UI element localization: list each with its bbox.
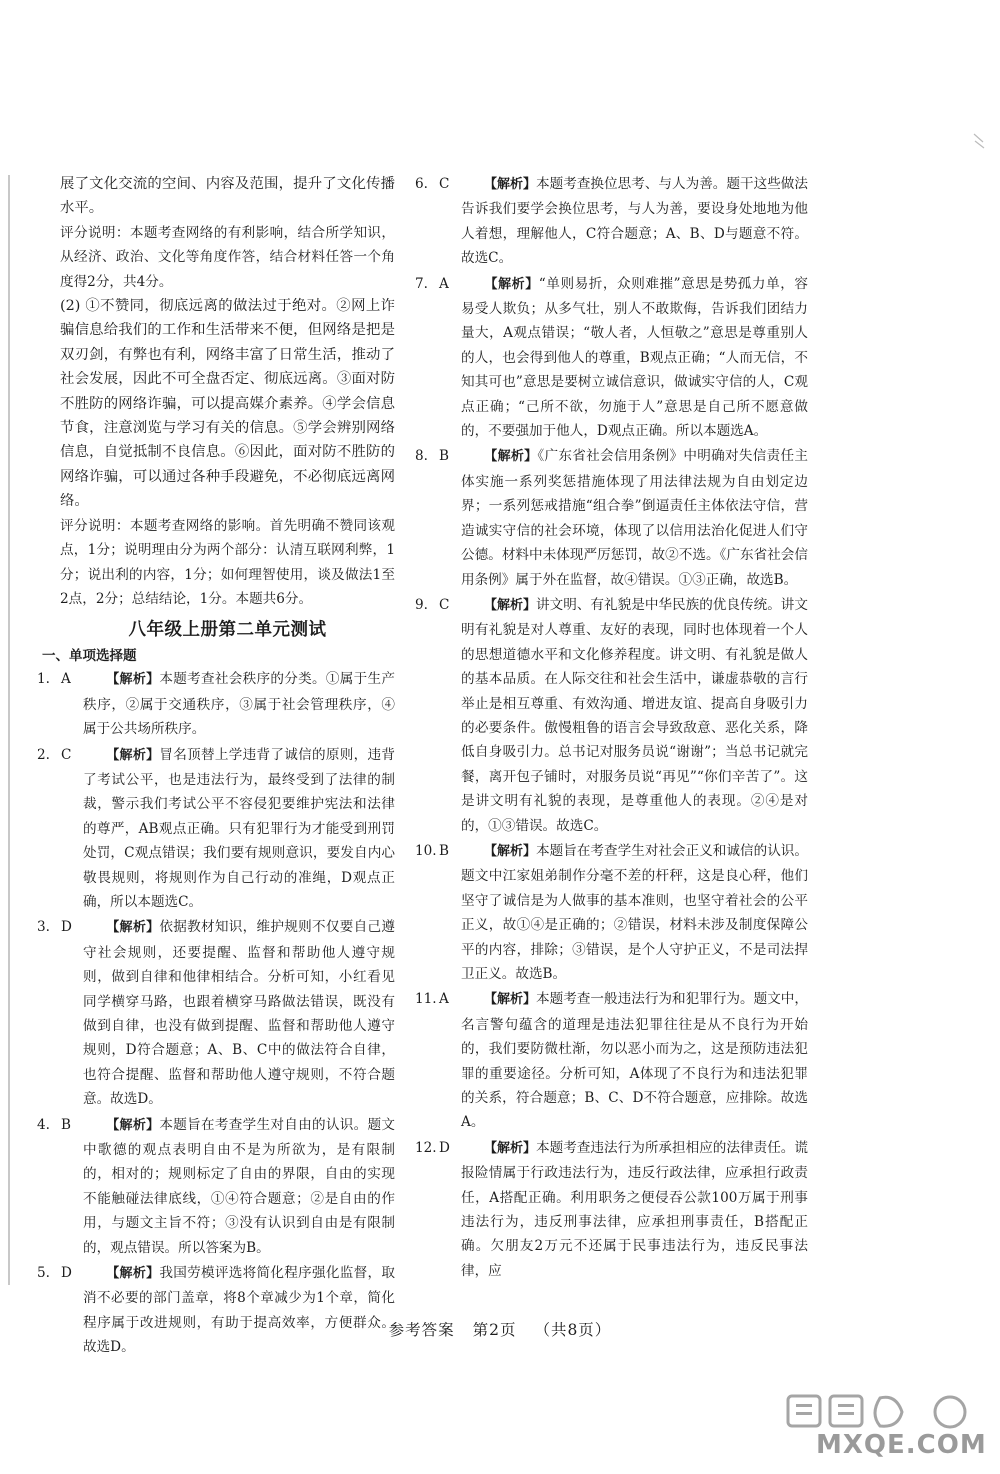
question-number: 11. [415, 991, 437, 1008]
page-number: 第2页 [472, 1321, 517, 1339]
analysis-tag: 【解析】 [484, 597, 537, 613]
question-item [415, 172, 808, 271]
question-item [415, 1136, 808, 1283]
answer-letter: B [439, 842, 449, 859]
analysis-text: 本题考查换位思考、与人为善。题干这些做法告诉我们要学会换位思考，与人为善，要设身处地地为他人着想，理解他人，C符合题意；A、B、D与题意不符。故选C。 [461, 176, 808, 267]
page-binding-edge [8, 175, 10, 1285]
analysis-text: 本题旨在考查学生对自由的认识。题文中歌德的观点表明自由不是为所欲为，是有限制的，相对的；规则标定了自由的界限，自由的实现不能触碰法律底线，①④符合题意；②是自由的作用，与题文主旨不符；③没有认识到自由是有限制的，观点错误。所以答案为B。 [83, 1116, 395, 1256]
question-item [37, 915, 395, 1111]
analysis-tag: 【解析】 [484, 276, 539, 292]
analysis-tag: 【解析】 [484, 1140, 537, 1156]
analysis-text: 我国劳模评选将简化程序强化监督，取消不必要的部门盖章，将8个章减少为1个章，简化程序属于改进规则，有助于提高效率，方便群众。故选D。 [83, 1265, 395, 1356]
analysis-text: “单则易折，众则难摧”意思是势孤力单，容易受人欺负；从多气壮，别人不敢欺侮，告诉我们团结力量大，A观点错误；“敬人者，人恒敬之”意思是尊重别人的人，也会得到他人的尊重，B观点正确；“人而无信，不知其可也”意思是要树立诚信意识，做诚实守信的人，C观点正确；“己所不欲，勿施于人”意思是自己所不愿意做的，不要强加于他人，D观点正确。所以本题选A。 [461, 275, 808, 440]
scoring-note: 评分说明：本题考查网络的有利影响，结合所学知识，从经济、政治、文化等角度作答，结合材料任答一个角度得2分，共4分。 [60, 224, 395, 290]
scoring-note: 评分说明：本题考查网络的影响。首先明确不赞同该观点，1分；说明理由分为两个部分：认清互联网利弊，1分；说出利的内容，1分；如何理智使用，谈及做法1至2点，2分；总结结论，1分。本题共6分。 [60, 517, 395, 607]
question-number: 3. [37, 919, 50, 936]
site-watermark [770, 1392, 990, 1470]
analysis-tag: 【解析】 [484, 992, 537, 1008]
answer-letter: B [439, 448, 449, 465]
question-item [37, 667, 395, 741]
answer-letter: C [439, 176, 450, 192]
analysis-text: 《广东省社会信用条例》中明确对失信责任主体实施一系列奖惩措施体现了用法律法规为自由划定边界；一系列惩戒措施“组合拳”倒逼责任主体依法守信，营造诚实守信的社会环境，体现了以信用法治化促进人们守公德。材料中未体现严厉惩罚，故②不选。《广东省社会信用条例》属于外在监督，故④错误。①③正确，故选B。 [461, 448, 808, 588]
analysis-tag: 【解析】 [484, 843, 537, 859]
question-item [415, 839, 808, 986]
answer-letter: A [61, 671, 71, 688]
question-number: 1. [37, 671, 50, 688]
right-column [415, 172, 808, 1284]
analysis-tag: 【解析】 [484, 449, 538, 465]
analysis-text: 本题考查社会秩序的分类。①属于生产秩序，②属于交通秩序，③属于社会管理秩序，④属于公共场所秩序。 [83, 671, 395, 738]
answer-letter: A [439, 991, 449, 1008]
analysis-text: 依据教材知识，维护规则不仅要自己遵守社会规则，还要提醒、监督和帮助他人遵守规则，做到自律和他律相结合。分析可知，小红看见同学横穿马路，也跟着横穿马路做法错误，既没有做到自律，也没有做到提醒、监督和帮助他人遵守规则，D符合题意；A、B、C中的做法符合自律，也符合提醒、监督和帮助他人遵守规则，不符合题意。故选D。 [83, 919, 395, 1108]
analysis-text: 本题旨在考查学生对社会正义和诚信的认识。题文中江家姐弟制作分毫不差的杆秤，这是良心秤，他们坚守了诚信是为人做事的基本准则，也坚守着社会的公平正义，故①④是正确的；②错误，材料未涉及制度保障公平的内容，排除；③错误，是个人守护正义，不是司法捍卫正义。故选B。 [461, 842, 808, 982]
answer-letter: D [61, 1265, 72, 1282]
question-item [415, 987, 808, 1134]
question-item [415, 593, 808, 838]
footer-label: 参考答案 [388, 1321, 455, 1339]
question-number: 2. [37, 746, 50, 763]
analysis-tag: 【解析】 [106, 747, 160, 763]
question-number: 10. [415, 842, 437, 859]
question-number: 6. [415, 176, 428, 192]
question-number: 7. [415, 275, 428, 292]
analysis-text: 冒名顶替上学违背了诚信的原则，违背了考试公平，也是违法行为，最终受到了法律的制裁，警示我们考试公平不容侵犯要维护宪法和法律的尊严，AB观点正确。只有犯罪行为才能受到刑罚处罚，C观点错误；我们要有规则意识，要发自内心敬畏规则，将规则作为自己行动的准绳，D观点正确，所以本题选C。 [83, 746, 395, 910]
question-item [37, 1261, 395, 1360]
answer-continuation: 展了文化交流的空间、内容及范围，提升了文化传播水平。 [60, 176, 395, 217]
question-number: 12. [415, 1139, 437, 1156]
subsection-heading: 一、单项选择题 [42, 648, 137, 665]
analysis-text: 本题考查违法行为所承担相应的法律责任。谎报险情属于行政违法行为，违反行政法律，应承担行政责任，A搭配正确。利用职务之便侵吞公款100万属于刑事违法行为，违反刑事法律，应承担刑事责任，B搭配正确。欠朋友2万元不还属于民事违法行为，违反民事法律，应 [461, 1139, 808, 1279]
section-title: 八年级上册第二单元测试 [128, 620, 327, 641]
answer-letter: C [439, 596, 450, 613]
answer-letter: B [61, 1116, 71, 1133]
analysis-tag: 【解析】 [106, 920, 160, 936]
question-number: 4. [37, 1116, 50, 1133]
analysis-tag: 【解析】 [106, 672, 160, 688]
answer-letter: D [61, 919, 72, 936]
answer-part-2: (2) ①不赞同，彻底远离的做法过于绝对。②网上诈骗信息给我们的工作和生活带来不便，但网络是把是双刃剑，有弊也有利，网络丰富了日常生活，推动了社会发展，因此不可全盘否定、彻底远离。③面对防不胜防的网络诈骗，可以提高媒介素养。④学会信息节食，注意浏览与学习有关的信息。⑤学会辨别网络信息，自觉抵制不良信息。⑥因此，面对防不胜防的网络诈骗，可以通过各种手段避免，不必彻底远离网络。 [60, 298, 395, 510]
page-footer [0, 1318, 1000, 1340]
page-total: （共8页） [534, 1321, 612, 1339]
watermark-text: MXQE.COM [816, 1430, 987, 1460]
question-number: 5. [37, 1265, 50, 1282]
question-item [37, 1113, 395, 1260]
question-item [415, 444, 808, 591]
answer-letter: A [439, 275, 449, 292]
analysis-text: 本题考查一般违法行为和犯罪行为。题文中，名言警句蕴含的道理是违法犯罪往往是从不良行为开始的，我们要防微杜渐，勿以恶小而为之，这是预防违法犯罪的重要途径。分析可知，A体现了不良行为和违法犯罪的关系，符合题意；B、C、D不符合题意，应排除。故选A。 [461, 991, 808, 1131]
corner-mark [972, 132, 986, 154]
analysis-tag: 【解析】 [484, 177, 537, 192]
question-item [415, 272, 808, 444]
analysis-tag: 【解析】 [106, 1117, 160, 1133]
question-number: 9. [415, 596, 428, 613]
answer-letter: D [439, 1139, 450, 1156]
analysis-text: 讲文明、有礼貌是中华民族的优良传统。讲文明有礼貌是对人尊重、友好的表现，同时也体现着一个人的思想道德水平和文化修养程度。讲文明、有礼貌是做人的基本品质。在人际交往和社会生活中，谦虚恭敬的言行举止是相互尊重、有效沟通、增进友谊、提高自身吸引力的必要条件。傲慢粗鲁的语言会导致敌意、恶化关系，降低自身吸引力。总书记对服务员说“谢谢”；当总书记就完餐，离开包子铺时，对服务员说“再见”“你们辛苦了”。这是讲文明有礼貌的表现，是尊重他人的表现。②④是对的，①③错误。故选C。 [461, 596, 808, 834]
question-item [37, 743, 395, 915]
answer-letter: C [61, 746, 72, 763]
left-column [37, 172, 395, 1361]
analysis-tag: 【解析】 [106, 1266, 160, 1282]
question-number: 8. [415, 448, 428, 465]
